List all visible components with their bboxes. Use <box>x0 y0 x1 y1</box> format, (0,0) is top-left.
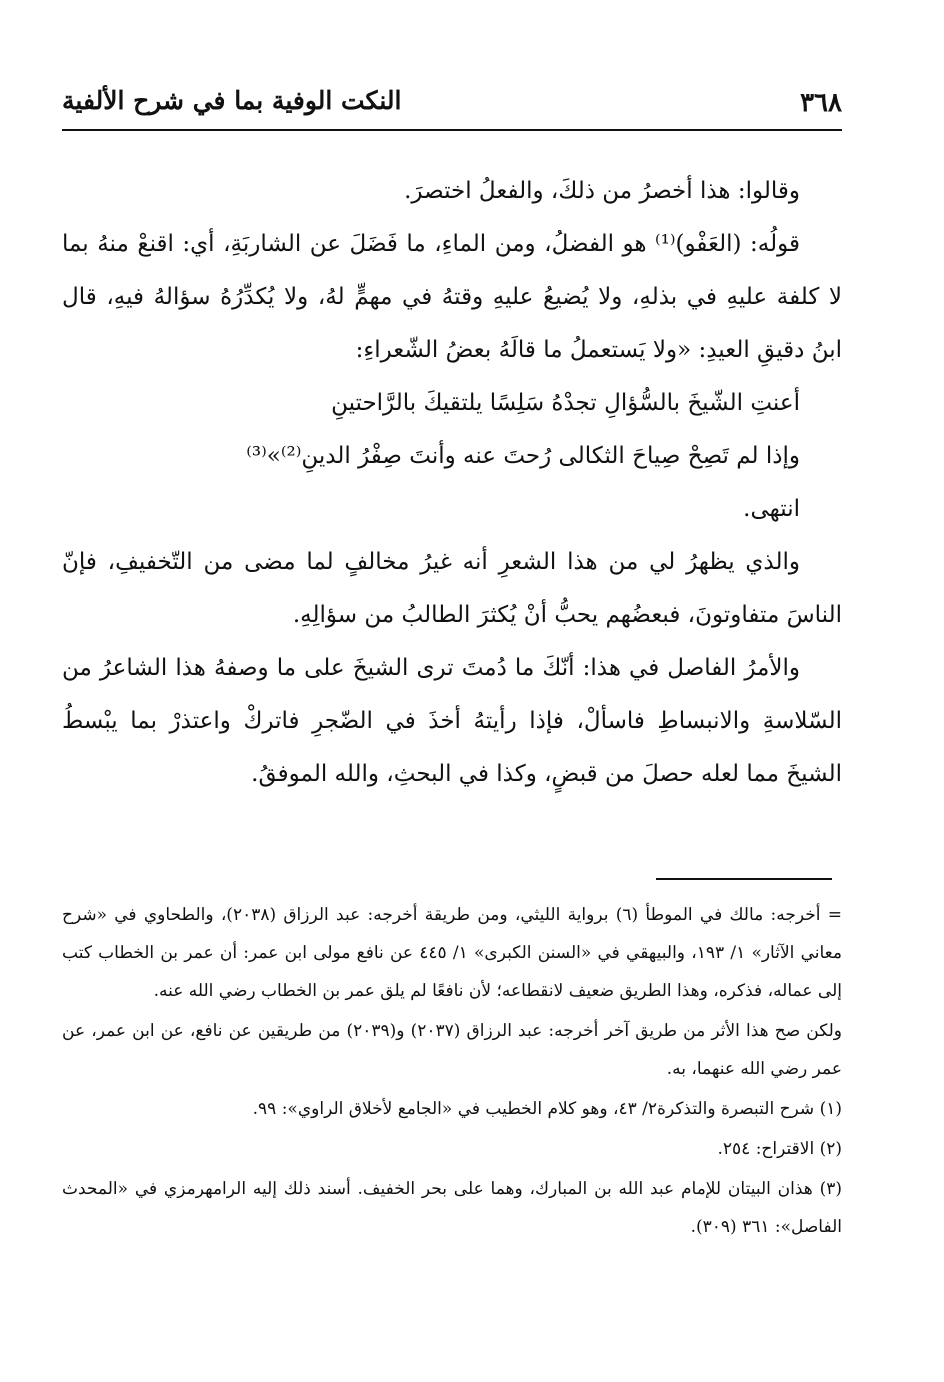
page-header <box>62 86 842 130</box>
poem-verse-1: أعنتِ الشّيخَ بالسُّؤالِ تجدْهُ سَلِسًا يلتقيكَ بالرَّاحتينِ <box>331 390 800 416</box>
poem-verse-2: وإذا لم تَصِحْ صِياحَ الثكالى رُحتَ عنه وأنتَ صِفْرُ الدينِ⁽²⁾»⁽³⁾ <box>246 443 800 469</box>
book-title: النكت الوفية بما في شرح الألفية <box>62 86 402 115</box>
paragraph-4: والذي يظهرُ لي من هذا الشعرِ أنه غيرُ مخالفٍ لما مضى من التّخفيفِ، فإنّ الناسَ متفاوتونَ، فبعضُهم يحبُّ أنْ يُكثرَ الطالبُ من سؤالِهِ. <box>62 549 842 628</box>
poem <box>62 377 842 483</box>
footnote-continuation-2: ولكن صح هذا الأثر من طريق آخر أخرجه: عبد الرزاق (٢٠٣٧) و(٢٠٣٩) من طريقين عن نافع، عن ابن عمر، عن عمر رضي الله عنهما، به. <box>62 1021 842 1079</box>
main-text <box>62 165 842 801</box>
paragraph-3: انتهى. <box>743 496 800 522</box>
page-number: ٣٦٨ <box>800 88 842 118</box>
paragraph-5: والأمرُ الفاصل في هذا: أنّكَ ما دُمتَ ترى الشيخَ على ما وصفهُ هذا الشاعرُ من السّلاسةِ والانبساطِ فاسألْ، فإذا رأيتهُ أخذَ في الضّجرِ فاتركْ واعتذرْ بما يبْسطُ الشيخَ مما لعله حصلَ من قبضٍ، وكذا في البحثِ، والله الموفقُ. <box>62 655 842 787</box>
footnote-rule <box>656 878 832 880</box>
paragraph-2: قولُه: (العَفْو)⁽¹⁾ هو الفضلُ، ومن الماءِ، ما فَضَلَ عن الشاربَةِ، أي: اقنعْ منهُ بما لا كلفة عليهِ في بذلهِ، ولا يُضيعُ عليهِ وقتهُ في مهمٍّ لهُ، ولا يُكدِّرُهُ سؤالهُ فيهِ، قال ابنُ دقيقِ العيدِ: «ولا يَستعملُ ما قالَهُ بعضُ الشّعراءِ: <box>62 231 842 363</box>
footnote-3: (٣) هذان البيتان للإمام عبد الله بن المبارك، وهما على بحر الخفيف. أسند ذلك إليه الرامهرمزي في «المحدث الفاصل»: ٣٦١ (٣٠٩). <box>62 1179 842 1237</box>
paragraph-1: وقالوا: هذا أخصرُ من ذلكَ، والفعلُ اختصرَ. <box>404 178 800 204</box>
footnote-1: (١) شرح التبصرة والتذكرة٢/ ٤٣، وهو كلام الخطيب في «الجامع لأخلاق الراوي»: ٩٩. <box>252 1099 842 1119</box>
header-rule <box>62 129 842 131</box>
footnote-continuation-1: = أخرجه: مالك في الموطأ (٦) برواية الليثي، ومن طريقة أخرجه: عبد الرزاق (٢٠٣٨)، والطحاوي في «شرح معاني الآثار» ١/ ١٩٣، والبيهقي في «السنن الكبرى» ١/ ٤٤٥ عن نافع مولى ابن عمر: أن عمر بن الخطاب كتب إلى عماله، فذكره، وهذا الطريق ضعيف لانقطاعه؛ لأن نافعًا لم يلق عمر بن الخطاب رضي الله عنه. <box>62 905 842 1001</box>
footnote-2: (٢) الاقتراح: ٢٥٤. <box>717 1139 842 1159</box>
footnotes <box>62 896 842 1246</box>
